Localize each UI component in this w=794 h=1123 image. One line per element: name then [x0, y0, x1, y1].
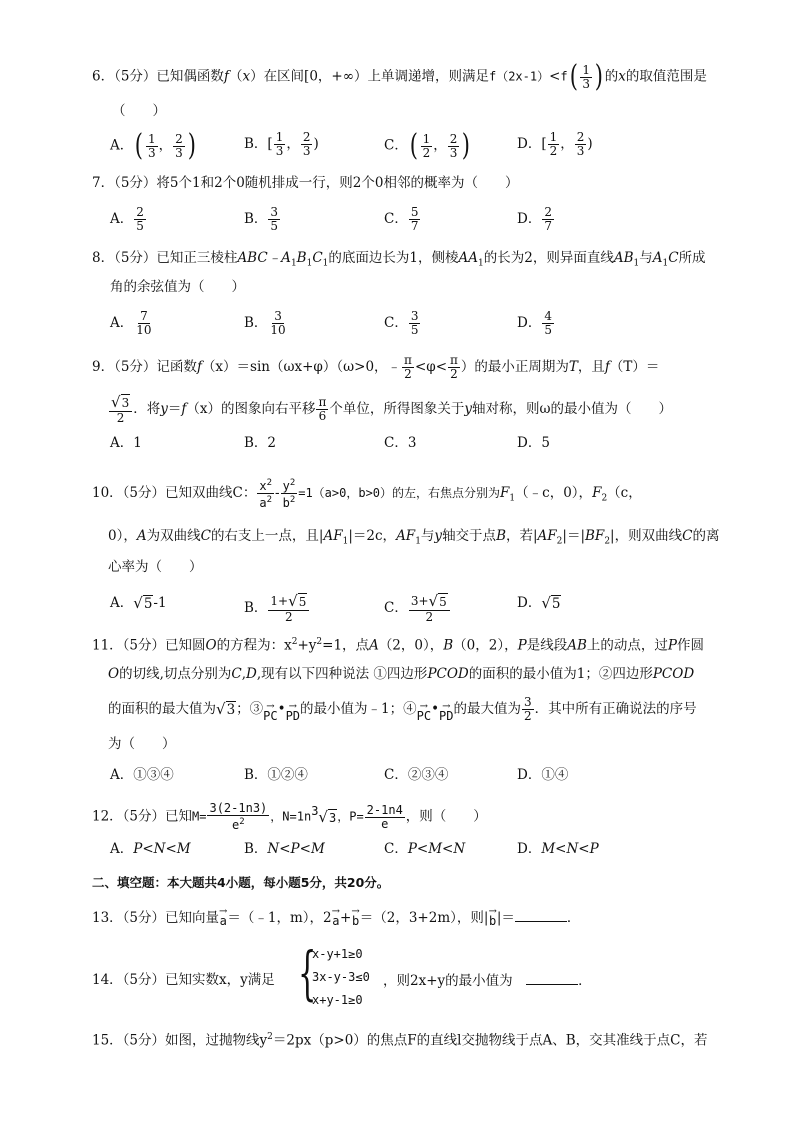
q9-option-c[interactable]: C．3: [384, 435, 417, 451]
q14-constraint-3: x+y-1≥0: [312, 993, 363, 1007]
q9-option-b[interactable]: B．2: [244, 435, 277, 451]
q8-line2: 角的余弦值为（ ）: [110, 279, 245, 295]
q13-line1: 13．（5分）已知向量 → a ＝（﹣1，m），2 → a + → b ＝（2，3+2m），则| → b |＝ ．: [92, 906, 581, 928]
q11-option-d[interactable]: D．①④: [517, 767, 569, 783]
q7-option-d[interactable]: D． $\frac{2}{7}$: [517, 205, 552, 233]
q14-line1b: ，则2x+y的最小值为 ．: [383, 970, 592, 991]
q12-option-d[interactable]: D．M<N<P: [517, 841, 599, 857]
q7-option-a[interactable]: A． $\frac{2}{5}$: [110, 205, 144, 233]
q9-sqrt3-over-2: √ 3 2: [109, 394, 132, 425]
q14-answer-blank[interactable]: [526, 970, 578, 985]
q10-option-c[interactable]: C． 3+ √ 5 2: [384, 593, 451, 624]
q6-line1: 6．（5分）已知偶函数f（x）在区间[0，+∞）上单调递增，则满足f（2x-1）<f( $\frac{1}{3}$ ) 的x的取值范围是: [92, 59, 707, 94]
q8-option-b[interactable]: B． $\frac{3}{10}$: [244, 309, 286, 337]
q10-option-a[interactable]: A． √ 5 -1: [110, 594, 167, 612]
q9-line1: 9．（5分）记函数f（x）＝sin（ωx+φ）（ω>0，﹣ $\frac{\pi}{2}$ <φ< $\frac{\pi}{2}$ ）的最小正周期为T，且f（T）＝: [92, 353, 660, 381]
q12-option-a[interactable]: A．P<N<M: [110, 841, 191, 857]
q6-option-d[interactable]: D．[ $\frac{1}{2}$ ， $\frac{2}{3}$ ): [517, 130, 593, 158]
q6-option-b[interactable]: B．[ $\frac{1}{3}$ ， $\frac{2}{3}$ ): [244, 130, 319, 158]
section-2-heading: 二、填空题：本大题共4小题，每小题5分，共20分。: [92, 875, 390, 890]
q10-option-d[interactable]: D． √ 5: [517, 594, 561, 612]
q12-option-b[interactable]: B．N<P<M: [244, 841, 325, 857]
q12-option-c[interactable]: C．P<M<N: [384, 841, 466, 857]
q14-constraint-1: x-y+1≥0: [312, 947, 363, 961]
q11-line2: O的切线,切点分别为C,D,现有以下四种说法 ①四边形PCOD的面积的最小值为1；②四边形PCOD: [108, 666, 695, 682]
q12-line1: 12．（5分）已知M= $\frac{3(2-1n3)}{e^2}$ ，$N=1n^3$ √ 3 ，P= $\frac{2-1n4}{e}$ ，则（ ）: [92, 801, 487, 832]
q8-line1: 8．（5分）已知正三棱柱$ABC﹣A_1B_1C_1$的底面边长为1，侧棱$AA_1$的长为2，则异面直线$AB_1$与$A_1C$所成: [92, 250, 706, 269]
q10-line3: 心率为（ ）: [108, 559, 203, 575]
q9-option-d[interactable]: D．5: [517, 435, 550, 451]
q14-system: [312, 943, 370, 1012]
q10-option-b[interactable]: B． 1+ √ 5 2: [244, 593, 310, 624]
q11-option-a[interactable]: A．①③④: [110, 767, 174, 783]
q7-line1: 7．（5分）将5个1和2个0随机排成一行，则2个0相邻的概率为（ ）: [92, 175, 519, 191]
q10-line1: 10．（5分）已知双曲线C： $\frac{x^2}{a^2}$ - $\frac{y^2}{b^2}$ =1（a>0，b>0）的左，右焦点分别为$F_1(﹣c$，0），$F_2(c$，: [92, 478, 642, 510]
q8-option-a[interactable]: A． $\frac{7}{10}$: [110, 309, 152, 337]
q15-line1: 15．（5分）如图，过抛物线$y^2=2px(p>0)$的焦点F的直线l交抛物线于点A、B，交其准线于点C，若: [92, 1032, 708, 1049]
q14-line1: 14．（5分）已知实数x，y满足: [92, 972, 275, 988]
q9-option-a[interactable]: A．1: [110, 435, 142, 451]
q10-line2: 0），A为双曲线C的右支上一点，且$|AF_1|=2c$，$AF_1$与y轴交于点B，若$|AF_2|=|BF_2|$，则双曲线C的离: [108, 528, 720, 547]
q14-system-brace: {: [298, 939, 317, 1007]
q6-option-c[interactable]: C．( $\frac{1}{2}$ ， $\frac{2}{3}$ ): [384, 128, 471, 163]
q8-option-c[interactable]: C． $\frac{3}{5}$: [384, 309, 419, 337]
q14-constraint-2: 3x-y-3≤0: [312, 970, 370, 984]
q7-option-c[interactable]: C． $\frac{5}{7}$: [384, 205, 419, 233]
q6-option-a[interactable]: A．( $\frac{1}{3}$ ， $\frac{2}{3}$ ): [110, 128, 196, 163]
q11-line3: 的面积的最大值为 √ 3 ；③ → PC • → PD 的最小值为﹣1；④ → PC • → PD 的最大值为 $\frac{3}{2}$ ．其中所有正确说法的序号: [108, 695, 697, 723]
q7-option-b[interactable]: B． $\frac{3}{5}$: [244, 205, 279, 233]
q11-line1: 11．（5分）已知圆O的方程为：$x^2+y^2=1$，点A（2，0），B（0，2），P是线段AB上的动点，过P作圆: [92, 637, 704, 654]
q13-answer-blank[interactable]: [515, 907, 567, 922]
q6-frac-third: $\frac{1}{3}$: [582, 62, 591, 91]
q6-line2: （ ）: [112, 103, 166, 119]
q11-option-c[interactable]: C．②③④: [384, 767, 449, 783]
q11-line4: 为（ ）: [108, 736, 176, 752]
q9-line2: √ 3 2 ．将y＝f（x）的图象向右平移 $\frac{\pi}{6}$ 个单位，所得图象关于y轴对称，则ω的最小值为（ ）: [111, 393, 673, 425]
q8-option-d[interactable]: D． $\frac{4}{5}$: [517, 309, 552, 337]
q11-option-b[interactable]: B．①②④: [244, 767, 308, 783]
